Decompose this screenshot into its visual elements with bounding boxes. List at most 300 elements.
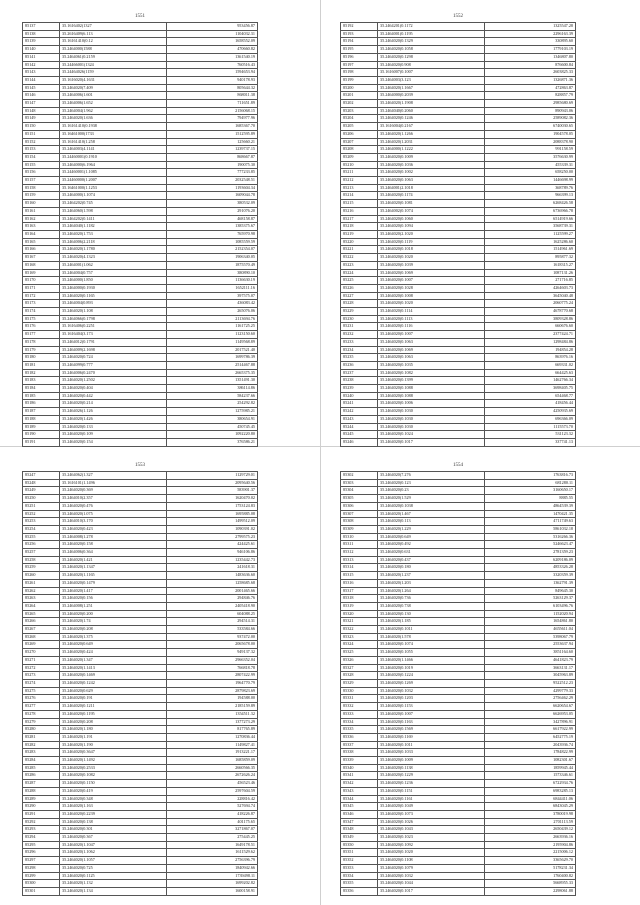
table-row xyxy=(23,46,258,54)
table-row xyxy=(341,780,576,788)
parcel-coordinate: 35.2464026(1.126 xyxy=(60,408,167,416)
parcel-area: 1840942.66 xyxy=(167,864,258,872)
parcel-id: 85285 xyxy=(23,764,60,772)
parcel-area: 953456.87 xyxy=(167,23,258,31)
parcel-area: 2701113.59 xyxy=(485,818,576,826)
table-row xyxy=(341,525,576,533)
parcel-area: 1512595.89 xyxy=(167,130,258,138)
table-row xyxy=(341,107,576,115)
parcel-coordinate: 35.2464020(1.1780 xyxy=(60,246,167,254)
parcel-area: 1499512.09 xyxy=(167,518,258,526)
parcel-id: 85251 xyxy=(23,502,60,510)
parcel-area: 1115573.70 xyxy=(485,423,576,431)
table-row xyxy=(23,826,258,834)
parcel-area: 1699202.82 xyxy=(167,880,258,888)
parcel-coordinate: 35.2464020(1.421 xyxy=(60,556,167,564)
parcel-area: 1346807.80 xyxy=(485,53,576,61)
table-row xyxy=(23,787,258,795)
table-row xyxy=(341,385,576,393)
parcel-area: 2215006.12 xyxy=(485,849,576,857)
parcel-area: 817765.89 xyxy=(167,726,258,734)
table-row xyxy=(341,361,576,369)
parcel-coordinate: 35.2464020(0.1036 xyxy=(378,161,485,169)
parcel-area: 1092220.80 xyxy=(167,431,258,439)
table-row xyxy=(23,595,258,603)
parcel-id: 85235 xyxy=(341,354,378,362)
parcel-coordinate: 35.2464020(0.1044 xyxy=(378,880,485,888)
parcel-area: 696366.09 xyxy=(485,415,576,423)
parcel-area: 660676.60 xyxy=(485,323,576,331)
parcel-id: 85262 xyxy=(23,587,60,595)
parcel-coordinate: 35.2464020(0.1092 xyxy=(378,841,485,849)
parcel-coordinate: 35.2464020(0.1569 xyxy=(378,726,485,734)
table-row xyxy=(23,30,258,38)
parcel-coordinate: 35.2464020(0.1002 xyxy=(378,169,485,177)
parcel-coordinate: 35.2464020(0.424 xyxy=(60,649,167,657)
parcel-coordinate: 35.2464020(2.1020 xyxy=(378,230,485,238)
parcel-coordinate: 35.2464020(0.1469 xyxy=(60,672,167,680)
parcel-coordinate: 35.2464020(1.375 xyxy=(60,633,167,641)
parcel-id: 85150 xyxy=(23,123,60,131)
parcel-id: 85265 xyxy=(23,610,60,618)
parcel-id: 85260 xyxy=(23,572,60,580)
parcel-coordinate: 35.24460000(1.2007 xyxy=(60,177,167,185)
parcel-id: 85356 xyxy=(341,887,378,895)
parcel-id: 85315 xyxy=(341,572,378,580)
parcel-coordinate: 35.2464020(0.2533 xyxy=(60,764,167,772)
parcel-id: 85164 xyxy=(23,230,60,238)
parcel-id: 85261 xyxy=(23,579,60,587)
parcel-coordinate: 35.1616404(3.173 xyxy=(60,331,167,339)
parcel-area: 194854.28 xyxy=(485,346,576,354)
parcel-area: 583901.37 xyxy=(167,487,258,495)
table-row xyxy=(23,849,258,857)
parcel-coordinate: 35.1616402(1327 xyxy=(60,23,167,31)
parcel-area: 940178.93 xyxy=(167,76,258,84)
parcel-id: 85280 xyxy=(23,726,60,734)
table-row xyxy=(341,602,576,610)
table-row xyxy=(341,656,576,664)
parcel-area: 386114.86 xyxy=(167,385,258,393)
parcel-area: 6268426.58 xyxy=(485,200,576,208)
parcel-coordinate: 35.2616409(6.113 xyxy=(60,30,167,38)
parcel-area: 4853326.28 xyxy=(485,564,576,572)
table-row xyxy=(341,38,576,46)
parcel-id: 85149 xyxy=(23,115,60,123)
parcel-id: 85212 xyxy=(341,177,378,185)
table-row xyxy=(341,400,576,408)
parcel-coordinate: 35.2464020(0.492 xyxy=(378,541,485,549)
parcel-area: 1270836.44 xyxy=(167,733,258,741)
parcel-area: 1618315.27 xyxy=(485,261,576,269)
parcel-id: 85214 xyxy=(341,192,378,200)
parcel-id: 85218 xyxy=(341,223,378,231)
parcel-coordinate: 35.2464020(1.753 xyxy=(60,230,167,238)
parcel-id: 85213 xyxy=(341,184,378,192)
parcel-id: 85335 xyxy=(341,726,378,734)
parcel-coordinate: 35.2464020(0.1399 xyxy=(378,377,485,385)
parcel-coordinate: 35.1616004(0.2167 xyxy=(378,123,485,131)
parcel-coordinate: 35.2464020(1.426 xyxy=(60,415,167,423)
parcel-area: 1620470.02 xyxy=(167,495,258,503)
table-row xyxy=(23,556,258,564)
table-row xyxy=(341,595,576,603)
parcel-coordinate: 35.2464001(2.1018 xyxy=(378,184,485,192)
parcel-id: 85326 xyxy=(341,656,378,664)
parcel-id: 85290 xyxy=(23,803,60,811)
parcel-coordinate: 35.2464020(0.1073 xyxy=(378,810,485,818)
parcel-id: 85204 xyxy=(341,115,378,123)
parcel-coordinate: 35.2464066(0.1798 xyxy=(60,315,167,323)
parcel-id: 85239 xyxy=(341,385,378,393)
document-page-bottom-left xyxy=(22,463,258,896)
parcel-id: 85223 xyxy=(341,261,378,269)
parcel-coordinate: 35.24460001(0.1910 xyxy=(60,153,167,161)
parcel-id: 85159 xyxy=(23,192,60,200)
parcel-id: 85291 xyxy=(23,810,60,818)
table-row xyxy=(23,230,258,238)
parcel-area: 890943.06 xyxy=(485,107,576,115)
table-row xyxy=(341,587,576,595)
parcel-id: 85340 xyxy=(341,764,378,772)
parcel-coordinate: 35.2464020(0.301 xyxy=(60,826,167,834)
parcel-coordinate: 35.2464020(0.404 xyxy=(60,385,167,393)
parcel-id: 85183 xyxy=(23,377,60,385)
parcel-area: 1904578.05 xyxy=(485,130,576,138)
parcel-area: 3320359.39 xyxy=(485,572,576,580)
parcel-area: 3365629.70 xyxy=(485,857,576,865)
parcel-coordinate: 35.2464020(0.1006 xyxy=(378,400,485,408)
parcel-id: 85293 xyxy=(23,826,60,834)
parcel-area: 1298484.86 xyxy=(485,338,576,346)
parcel-area: 1085559.59 xyxy=(167,238,258,246)
parcel-area: 2156068.15 xyxy=(167,107,258,115)
parcel-id: 85311 xyxy=(341,541,378,549)
parcel-coordinate: 35.2464020(0.1150 xyxy=(60,780,167,788)
parcel-area: 1739498.11 xyxy=(167,872,258,880)
parcel-area: 664425.63 xyxy=(485,369,576,377)
parcel-id: 85270 xyxy=(23,649,60,657)
parcel-area: 6209186.09 xyxy=(485,556,576,564)
parcel-coordinate: 35.2464020(0.208 xyxy=(60,626,167,634)
parcel-area: 4864539.39 xyxy=(485,502,576,510)
table-row xyxy=(341,323,576,331)
parcel-coordinate: 35.2464020(0.738 xyxy=(378,602,485,610)
parcel-id: 85158 xyxy=(23,184,60,192)
parcel-area: 5263129.37 xyxy=(485,595,576,603)
parcel-coordinate: 35.2464020(0.2239 xyxy=(60,810,167,818)
table-row xyxy=(23,572,258,580)
parcel-area: 5668955.33 xyxy=(485,880,576,888)
parcel-coordinate: 35.2464020(0.158 xyxy=(60,541,167,549)
parcel-area: 3045963.89 xyxy=(485,672,576,680)
parcel-area: 766818.78 xyxy=(167,664,258,672)
parcel-id: 85137 xyxy=(23,23,60,31)
parcel-area: 2597604.59 xyxy=(167,787,258,795)
parcel-id: 85193 xyxy=(341,30,378,38)
parcel-id: 85182 xyxy=(23,369,60,377)
parcel-id: 85330 xyxy=(341,687,378,695)
parcel-id: 85320 xyxy=(341,610,378,618)
parcel-id: 85146 xyxy=(23,92,60,100)
parcel-id: 85147 xyxy=(23,100,60,108)
parcel-id: 85274 xyxy=(23,679,60,687)
parcel-id: 85343 xyxy=(341,787,378,795)
parcel-id: 85286 xyxy=(23,772,60,780)
parcel-id: 85170 xyxy=(23,277,60,285)
parcel-id: 85263 xyxy=(23,595,60,603)
parcel-area: 9522512.23 xyxy=(485,679,576,687)
parcel-area: 777233.85 xyxy=(167,169,258,177)
parcel-id: 85297 xyxy=(23,857,60,865)
table-row xyxy=(23,602,258,610)
table-row xyxy=(341,146,576,154)
parcel-coordinate: 35.2464020(1.1062 xyxy=(60,849,167,857)
parcel-coordinate: 35.2464001(0.1195 xyxy=(378,30,485,38)
parcel-area: 1258685.68 xyxy=(167,579,258,587)
table-row xyxy=(23,269,258,277)
parcel-area: 1594653.94 xyxy=(167,69,258,77)
parcel-area: 895877.32 xyxy=(485,254,576,262)
parcel-coordinate: 35.2464004(0.893 xyxy=(60,300,167,308)
parcel-area: 2603825.33 xyxy=(485,69,576,77)
parcel-id: 85314 xyxy=(341,564,378,572)
parcel-id: 85258 xyxy=(23,556,60,564)
table-row xyxy=(23,300,258,308)
parcel-coordinate: 35.2464020(0.1108 xyxy=(378,857,485,865)
parcel-coordinate: 35.2464020(0.1069 xyxy=(378,346,485,354)
parcel-area: 1649178.51 xyxy=(167,841,258,849)
page-number: 1551 xyxy=(135,14,145,19)
table-row xyxy=(23,38,258,46)
table-row xyxy=(341,479,576,487)
table-row xyxy=(23,308,258,316)
parcel-area: 868011.38 xyxy=(167,92,258,100)
table-row xyxy=(23,338,258,346)
parcel-coordinate: 35.16461000(1733 xyxy=(60,130,167,138)
parcel-area: 1361540.19 xyxy=(167,53,258,61)
table-row xyxy=(341,261,576,269)
parcel-id: 85322 xyxy=(341,626,378,634)
parcel-id: 85233 xyxy=(341,338,378,346)
table-row xyxy=(23,549,258,557)
parcel-id: 85181 xyxy=(23,361,60,369)
parcel-area: 2377424.71 xyxy=(485,331,576,339)
parcel-area: 1964770.79 xyxy=(167,679,258,687)
table-row xyxy=(341,880,576,888)
document-page-top-left xyxy=(22,14,258,447)
table-row xyxy=(23,733,258,741)
parcel-id: 85249 xyxy=(23,487,60,495)
parcel-area: 828857.79 xyxy=(485,92,576,100)
parcel-coordinate: 35.2464020(0.113 xyxy=(378,518,485,526)
parcel-coordinate: 35.2464020(7.276 xyxy=(378,472,485,480)
parcel-coordinate: 35.16161410(1.258 xyxy=(60,138,167,146)
parcel-area: 3851164.60 xyxy=(485,649,576,657)
table-row xyxy=(341,377,576,385)
parcel-coordinate: 35.2464020(1.2031 xyxy=(378,138,485,146)
parcel-coordinate: 35.2464020(0.1024 xyxy=(378,431,485,439)
table-row xyxy=(341,849,576,857)
parcel-coordinate: 35.2464020(0.1020 xyxy=(378,849,485,857)
parcel-coordinate: 35.2464020(1.1466 xyxy=(378,656,485,664)
parcel-coordinate: 35.2464020(0.1088 xyxy=(378,385,485,393)
parcel-coordinate: 35.16161410(0.1938 xyxy=(60,123,167,131)
parcel-area: 2807422.99 xyxy=(167,672,258,680)
table-row xyxy=(23,215,258,223)
parcel-id: 85347 xyxy=(341,818,378,826)
table-row xyxy=(341,369,576,377)
table-row xyxy=(341,207,576,215)
table-row xyxy=(23,803,258,811)
table-row xyxy=(341,100,576,108)
parcel-id: 85294 xyxy=(23,834,60,842)
parcel-coordinate: 35.2464020(0.1119 xyxy=(378,238,485,246)
parcel-coordinate: 35.2464020(1.578 xyxy=(378,633,485,641)
parcel-id: 85277 xyxy=(23,703,60,711)
parcel-coordinate: 35.2464020(0.724 xyxy=(60,354,167,362)
parcel-area: 424425.61 xyxy=(167,541,258,549)
parcel-area: 863976.16 xyxy=(485,354,576,362)
table-row xyxy=(23,415,258,423)
table-row xyxy=(23,76,258,84)
table-row xyxy=(23,408,258,416)
parcel-coordinate: 35.2464020(0.1060 xyxy=(378,215,485,223)
table-row xyxy=(23,161,258,169)
parcel-id: 85243 xyxy=(341,415,378,423)
parcel-id: 85245 xyxy=(341,431,378,439)
parcel-area: 711651.89 xyxy=(167,100,258,108)
parcel-id: 85142 xyxy=(23,61,60,69)
table-row xyxy=(341,300,576,308)
parcel-area: 291076.20 xyxy=(167,207,258,215)
parcel-id: 85331 xyxy=(341,695,378,703)
table-row xyxy=(341,649,576,657)
parcel-area: 966399.13 xyxy=(485,192,576,200)
parcel-area: 3780019.98 xyxy=(485,810,576,818)
parcel-area: 805644.32 xyxy=(167,84,258,92)
parcel-area: 3576630.99 xyxy=(485,153,576,161)
parcel-area: 3568739.31 xyxy=(485,223,576,231)
parcel-table xyxy=(22,471,258,896)
parcel-coordinate: 35.2464020(0.1009 xyxy=(378,757,485,765)
parcel-id: 85288 xyxy=(23,787,60,795)
parcel-id: 85202 xyxy=(341,100,378,108)
parcel-area: 4678770.68 xyxy=(485,308,576,316)
parcel-area: 1906340.05 xyxy=(167,254,258,262)
parcel-area: 3698405.75 xyxy=(485,385,576,393)
parcel-coordinate: 35.2464006(1.652 xyxy=(60,100,167,108)
parcel-coordinate: 35.2464201(0.1172 xyxy=(378,23,485,31)
table-row xyxy=(341,818,576,826)
table-row xyxy=(23,423,258,431)
table-row xyxy=(341,610,576,618)
table-row xyxy=(23,254,258,262)
parcel-id: 85268 xyxy=(23,633,60,641)
parcel-coordinate: 35.2464020(0.180 xyxy=(378,564,485,572)
parcel-area: 2672626.24 xyxy=(167,772,258,780)
parcel-id: 85289 xyxy=(23,795,60,803)
parcel-coordinate: 35.2464020(0.1030 xyxy=(378,408,485,416)
parcel-id: 85184 xyxy=(23,385,60,393)
parcel-id: 85174 xyxy=(23,308,60,316)
table-row xyxy=(341,76,576,84)
parcel-area: 1385375.67 xyxy=(167,223,258,231)
parcel-coordinate: 35.2464020(1.075 xyxy=(60,510,167,518)
parcel-coordinate: 35.2464020(0.1055 xyxy=(378,649,485,657)
table-row xyxy=(341,130,576,138)
table-row xyxy=(23,880,258,888)
parcel-area: 1325547.28 xyxy=(485,23,576,31)
table-row xyxy=(341,495,576,503)
parcel-id: 85324 xyxy=(341,641,378,649)
parcel-coordinate: 35.2464020(0.1026 xyxy=(378,818,485,826)
table-row xyxy=(23,479,258,487)
table-row xyxy=(341,315,576,323)
parcel-id: 85339 xyxy=(341,757,378,765)
parcel-area: 436083.42 xyxy=(167,300,258,308)
parcel-coordinate: 35.2464020(0.1169 xyxy=(378,733,485,741)
table-row xyxy=(23,757,258,765)
parcel-area: 4264603.73 xyxy=(485,284,576,292)
table-row xyxy=(341,810,576,818)
document-page-top-right xyxy=(340,14,576,447)
parcel-coordinate: 35.1616007(0.1007 xyxy=(378,69,485,77)
table-row xyxy=(341,633,576,641)
table-row xyxy=(341,230,576,238)
parcel-coordinate: 35.2464020(0.1113 xyxy=(378,315,485,323)
table-row xyxy=(23,392,258,400)
parcel-coordinate: 35.2464020(0.1163 xyxy=(378,718,485,726)
parcel-area: 194588.00 xyxy=(167,695,258,703)
parcel-coordinate: 35.2464020(0.1161 xyxy=(378,795,485,803)
table-row xyxy=(23,710,258,718)
table-row xyxy=(341,626,576,634)
parcel-id: 85155 xyxy=(23,161,60,169)
parcel-id: 85307 xyxy=(341,510,378,518)
parcel-coordinate: 35.2464020(0.442 xyxy=(60,392,167,400)
table-row xyxy=(23,123,258,131)
parcel-area: 1104032.31 xyxy=(167,30,258,38)
parcel-area: 6983285.13 xyxy=(485,787,576,795)
parcel-coordinate: 35.2464000(1.1074 xyxy=(60,192,167,200)
table-row xyxy=(23,130,258,138)
table-row xyxy=(23,346,258,354)
parcel-coordinate: 35.2464020(1.185 xyxy=(378,618,485,626)
parcel-coordinate: 35.2464020(1.636 xyxy=(60,115,167,123)
parcel-id: 85241 xyxy=(341,400,378,408)
table-row xyxy=(23,146,258,154)
table-row xyxy=(23,525,258,533)
parcel-coordinate: 35.2464020(0.123 xyxy=(378,479,485,487)
parcel-coordinate: 35.2464020(0.1020 xyxy=(378,254,485,262)
table-row xyxy=(341,564,576,572)
parcel-area: 6844411.06 xyxy=(485,795,576,803)
parcel-coordinate: 35.2464000(6.1964 xyxy=(60,161,167,169)
table-row xyxy=(23,703,258,711)
parcel-area: 1326871.36 xyxy=(485,76,576,84)
parcel-coordinate: 35.2464099(0.777 xyxy=(60,361,167,369)
parcel-area: 5316266.36 xyxy=(485,533,576,541)
parcel-coordinate: 35.2464020(0.629 xyxy=(60,687,167,695)
parcel-area: 125660.21 xyxy=(167,138,258,146)
parcel-coordinate: 35.2464020(0.1011 xyxy=(378,626,485,634)
parcel-id: 85273 xyxy=(23,672,60,680)
parcel-area: 2298061.88 xyxy=(485,887,576,895)
parcel-area: 3663131.17 xyxy=(485,664,576,672)
parcel-area: 6103496.76 xyxy=(485,602,576,610)
parcel-area: 1600158.91 xyxy=(167,887,258,895)
